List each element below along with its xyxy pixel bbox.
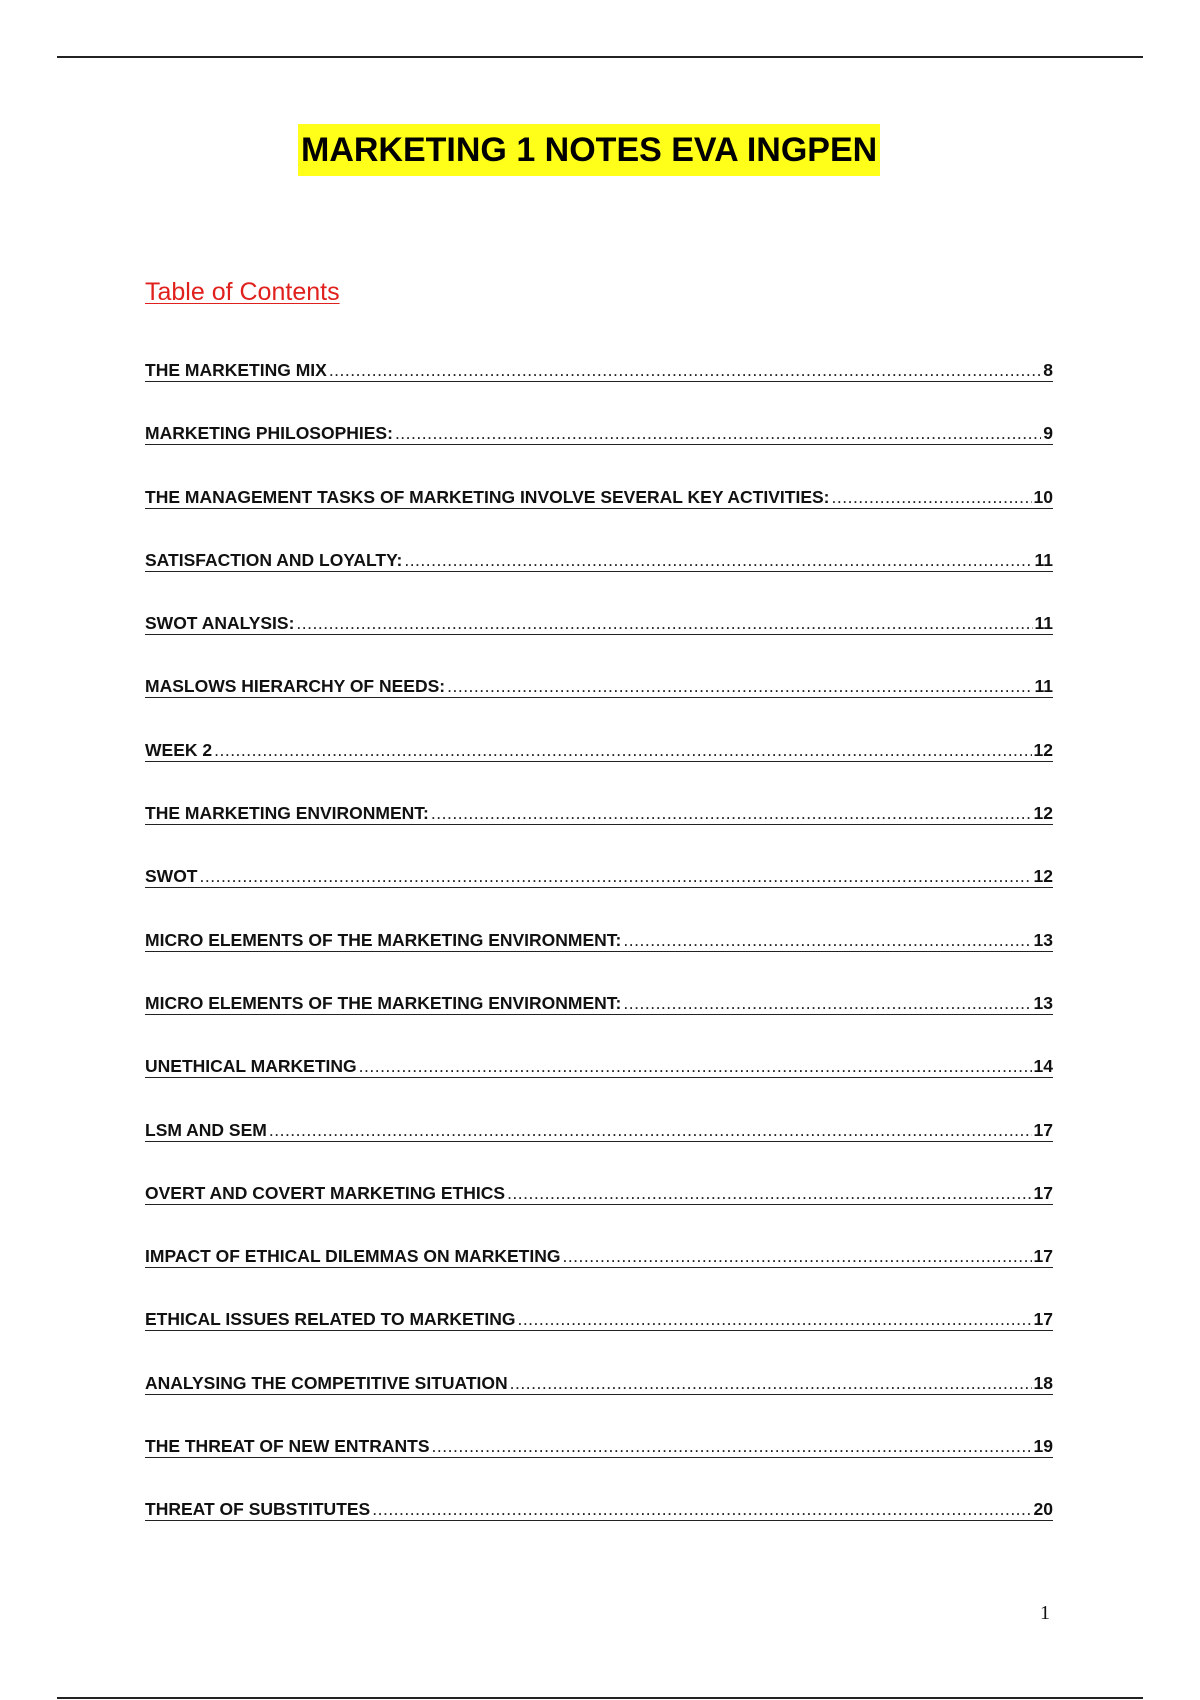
toc-link[interactable] — [145, 1177, 1053, 1205]
toc-dot-leader — [214, 740, 1031, 760]
toc-entry-label: THREAT OF SUBSTITUTES — [145, 1499, 371, 1520]
toc-dot-leader — [623, 930, 1031, 950]
toc-link[interactable] — [145, 860, 1053, 888]
toc-entry-label: IMPACT OF ETHICAL DILEMMAS ON MARKETING — [145, 1246, 561, 1267]
toc-entry-label: WEEK 2 — [145, 739, 213, 760]
toc-dot-leader — [395, 423, 1041, 443]
toc-entry-page: 17 — [1033, 1182, 1053, 1203]
page-number: 1 — [1040, 1602, 1050, 1624]
toc-dot-leader — [431, 803, 1032, 823]
toc-entry-page: 10 — [1033, 486, 1053, 507]
toc-dot-leader — [623, 993, 1031, 1013]
toc-entry-page: 12 — [1033, 866, 1053, 887]
toc-link[interactable] — [145, 417, 1053, 445]
toc-link[interactable] — [145, 670, 1053, 698]
toc-entry[interactable] — [145, 544, 1053, 607]
toc-entry-label: MICRO ELEMENTS OF THE MARKETING ENVIRONMENT: — [145, 929, 622, 950]
toc-entry-label: OVERT AND COVERT MARKETING ETHICS — [145, 1182, 506, 1203]
toc-entry[interactable] — [145, 1050, 1053, 1113]
toc-dot-leader — [296, 613, 1032, 633]
toc-link[interactable] — [145, 544, 1053, 572]
toc-link[interactable] — [145, 1367, 1053, 1395]
toc-link[interactable] — [145, 1303, 1053, 1331]
toc-entry-label: ETHICAL ISSUES RELATED TO MARKETING — [145, 1309, 516, 1330]
toc-entry-page: 13 — [1033, 929, 1053, 950]
toc-entry[interactable] — [145, 797, 1053, 860]
toc-dot-leader — [432, 1436, 1032, 1456]
toc-link[interactable] — [145, 797, 1053, 825]
toc-entry-page: 12 — [1033, 803, 1053, 824]
toc-entry[interactable] — [145, 417, 1053, 480]
toc-entry[interactable] — [145, 1114, 1053, 1177]
toc-entry-page: 9 — [1043, 423, 1053, 444]
toc-entry[interactable] — [145, 670, 1053, 733]
toc-entry-label: SATISFACTION AND LOYALTY: — [145, 549, 403, 570]
toc-entry[interactable] — [145, 1493, 1053, 1556]
toc-entry-label: ANALYSING THE COMPETITIVE SITUATION — [145, 1372, 508, 1393]
toc-entry[interactable] — [145, 734, 1053, 797]
toc-entry[interactable] — [145, 1367, 1053, 1430]
toc-entry-label: MASLOWS HIERARCHY OF NEEDS: — [145, 676, 446, 697]
toc-entry[interactable] — [145, 1177, 1053, 1240]
toc-dot-leader — [359, 1056, 1032, 1076]
toc-link[interactable] — [145, 1050, 1053, 1078]
toc-entry-page: 13 — [1033, 992, 1053, 1013]
toc-entry-label: MARKETING PHILOSOPHIES: — [145, 423, 393, 444]
toc-entry[interactable] — [145, 1430, 1053, 1493]
toc-dot-leader — [832, 487, 1032, 507]
toc-dot-leader — [404, 550, 1032, 570]
bottom-border-rule — [57, 1697, 1143, 1699]
table-of-contents — [145, 354, 1053, 1557]
toc-entry-page: 18 — [1033, 1372, 1053, 1393]
toc-entry[interactable] — [145, 924, 1053, 987]
toc-entry-page: 17 — [1033, 1309, 1053, 1330]
toc-entry-label: SWOT ANALYSIS: — [145, 613, 295, 634]
toc-entry-page: 17 — [1033, 1119, 1053, 1140]
top-border-rule — [57, 56, 1143, 58]
toc-entry-page: 12 — [1033, 739, 1053, 760]
toc-dot-leader — [200, 866, 1032, 886]
toc-entry[interactable] — [145, 607, 1053, 670]
toc-link[interactable] — [145, 1114, 1053, 1142]
toc-link[interactable] — [145, 1430, 1053, 1458]
toc-entry[interactable] — [145, 354, 1053, 417]
toc-link[interactable] — [145, 481, 1053, 509]
toc-dot-leader — [562, 1246, 1031, 1266]
toc-entry[interactable] — [145, 1240, 1053, 1303]
toc-entry-page: 14 — [1033, 1056, 1053, 1077]
toc-entry[interactable] — [145, 481, 1053, 544]
toc-dot-leader — [517, 1309, 1031, 1329]
toc-entry-label: LSM AND SEM — [145, 1119, 267, 1140]
toc-entry-label: SWOT — [145, 866, 198, 887]
toc-entry-label: UNETHICAL MARKETING — [145, 1056, 357, 1077]
toc-dot-leader — [507, 1183, 1031, 1203]
toc-dot-leader — [329, 360, 1041, 380]
toc-dot-leader — [447, 676, 1032, 696]
toc-entry-page: 8 — [1043, 360, 1053, 380]
toc-link[interactable] — [145, 1493, 1053, 1521]
toc-link[interactable] — [145, 354, 1053, 382]
toc-entry-label: THE MARKETING MIX — [145, 360, 327, 380]
toc-entry[interactable] — [145, 860, 1053, 923]
title-highlight — [298, 124, 880, 176]
document-title: MARKETING 1 NOTES EVA INGPEN — [301, 130, 878, 169]
toc-entry[interactable] — [145, 1303, 1053, 1366]
toc-dot-leader — [372, 1499, 1031, 1519]
toc-entry-page: 17 — [1033, 1246, 1053, 1267]
toc-dot-leader — [269, 1120, 1032, 1140]
toc-dot-leader — [510, 1373, 1032, 1393]
toc-entry-label: THE THREAT OF NEW ENTRANTS — [145, 1436, 430, 1457]
toc-entry-page: 19 — [1033, 1436, 1053, 1457]
toc-link[interactable] — [145, 924, 1053, 952]
toc-link[interactable] — [145, 607, 1053, 635]
toc-entry-page: 11 — [1034, 613, 1053, 634]
toc-entry[interactable] — [145, 987, 1053, 1050]
toc-entry-label: THE MARKETING ENVIRONMENT: — [145, 803, 429, 824]
toc-entry-label: MICRO ELEMENTS OF THE MARKETING ENVIRONMENT: — [145, 992, 622, 1013]
toc-link[interactable] — [145, 1240, 1053, 1268]
toc-entry-label: THE MANAGEMENT TASKS OF MARKETING INVOLVE SEVERAL KEY ACTIVITIES: — [145, 486, 830, 507]
toc-entry-page: 11 — [1034, 549, 1053, 570]
toc-link[interactable] — [145, 734, 1053, 762]
toc-link[interactable] — [145, 987, 1053, 1015]
toc-heading[interactable]: Table of Contents — [145, 278, 340, 306]
toc-entry-page: 11 — [1034, 676, 1053, 697]
toc-entry-page: 20 — [1033, 1499, 1053, 1520]
